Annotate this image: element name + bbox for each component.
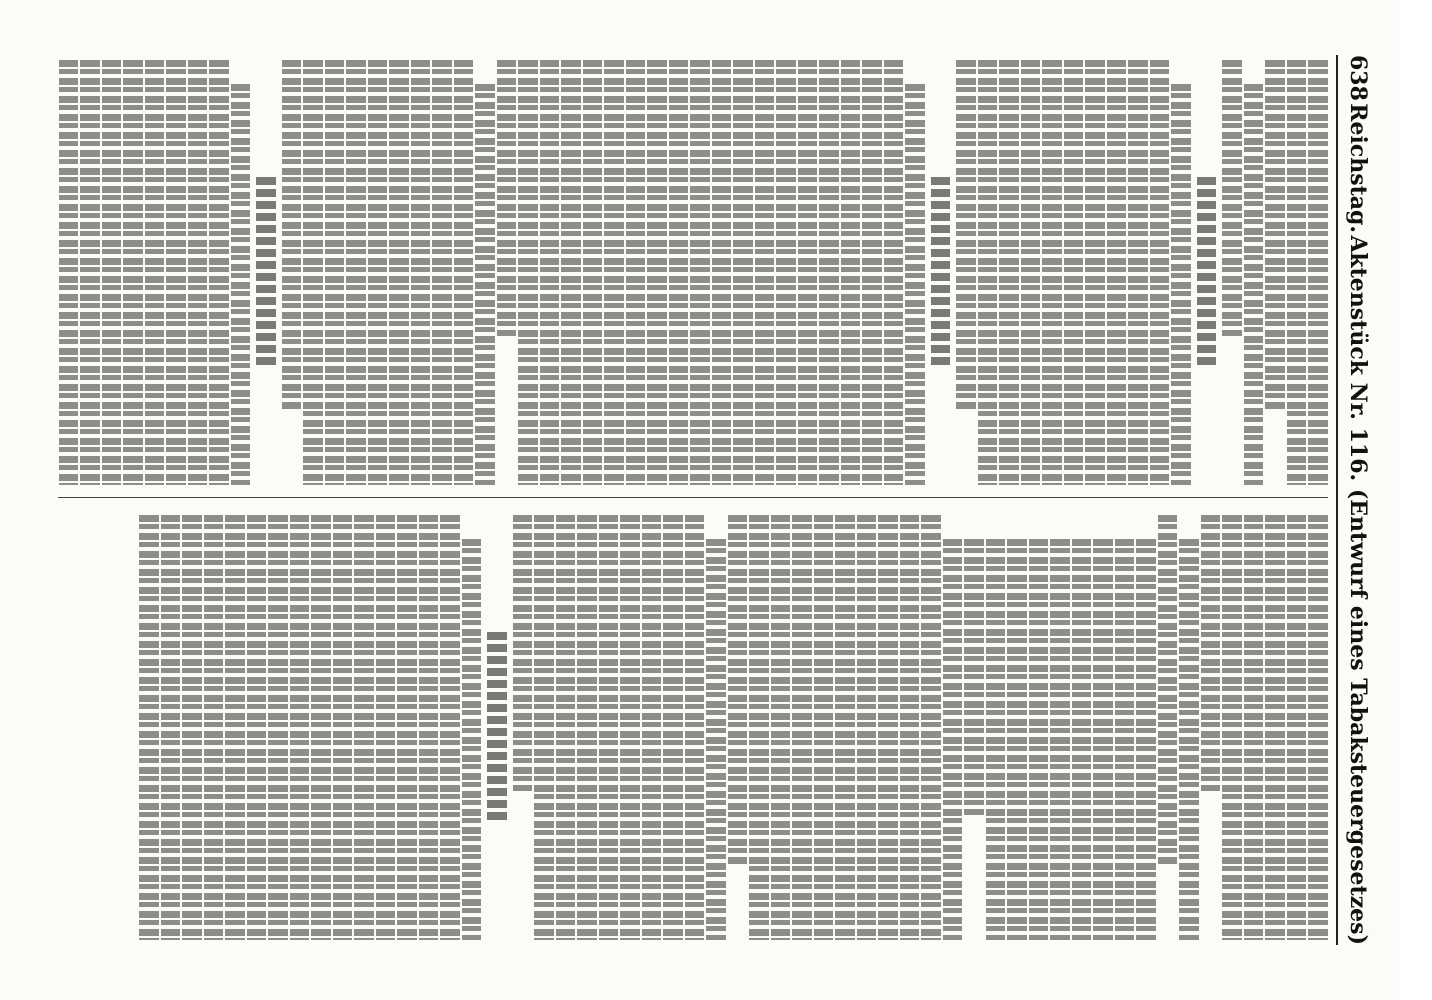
right-column — [58, 515, 1328, 940]
section-heading — [257, 60, 277, 485]
left-column — [58, 60, 1328, 485]
section-heading — [1197, 60, 1217, 485]
column-divider — [58, 497, 1328, 498]
section-heading — [488, 515, 508, 940]
running-head-center: Reichstag. — [1345, 103, 1371, 234]
header-rule — [1336, 55, 1338, 945]
running-header — [1344, 55, 1372, 945]
running-head-right: Aktenstück Nr. 116. (Entwurf eines Tabaksteuergesetzes) — [1345, 235, 1371, 945]
page-number: 638 — [1345, 55, 1371, 101]
section-heading — [931, 60, 951, 485]
